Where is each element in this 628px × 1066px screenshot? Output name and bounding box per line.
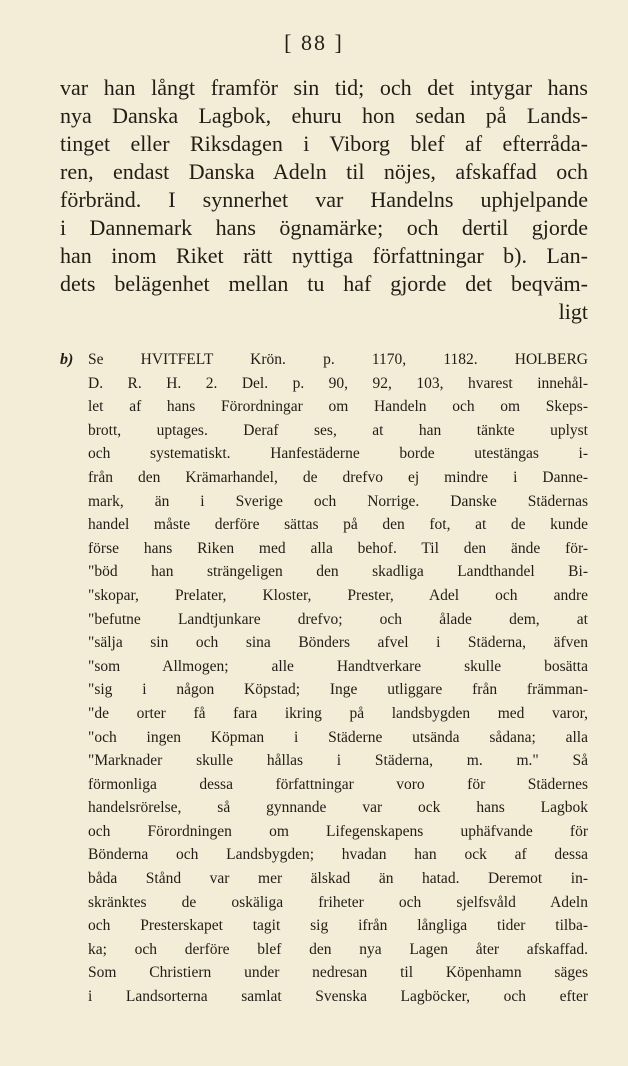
text-line: ren, endast Danska Adeln til nöjes, afskaffad och — [60, 159, 588, 184]
footnote-line: "sälja sin och sina Bönders afvel i Städerna, äfven — [88, 634, 588, 652]
text-line: han inom Riket rätt nyttiga författningar b). Lan- — [60, 243, 588, 268]
footnote — [60, 348, 588, 1009]
text-line: i Dannemark hans ögnamärke; och dertil gjorde — [60, 215, 588, 240]
footnote-line: "böd han strängeligen den skadliga Landthandel Bi- — [88, 563, 588, 581]
footnote-line: "Marknader skulle hållas i Städerna, m. m." Så — [88, 752, 588, 770]
footnote-line: "sig i någon Köpstad; Inge utliggare från främman- — [88, 681, 588, 699]
page-number: [ 88 ] — [284, 30, 344, 55]
text-line: var han långt framför sin tid; och det intygar hans — [60, 75, 588, 100]
text-line: tinget eller Riksdagen i Viborg blef af efterråda- — [60, 131, 588, 156]
text-line: förbränd. I synnerhet var Handelns uphjelpande — [60, 187, 588, 212]
footnote-line: "och ingen Köpman i Städerne utsända sådana; alla — [88, 728, 588, 746]
footnote-line — [60, 348, 588, 372]
footnote-line: och Presterskapet tagit sig ifrån långliga tider tilba- — [88, 917, 588, 935]
footnote-line: från den Krämarhandel, de drefvo ej mindre i Danne- — [88, 468, 588, 486]
footnote-line: handel måste derföre sättas på den fot, at de kunde — [88, 516, 588, 534]
footnote-line: förmonliga dessa författningar voro för Städernes — [88, 775, 588, 793]
footnote-line: let af hans Förordningar om Handeln och om Skeps- — [88, 398, 588, 416]
footnote-line: handelsrörelse, så gynnande var ock hans Lagbok — [88, 799, 588, 817]
footnote-line: mark, än i Sverige och Norrige. Danske Städernas — [88, 492, 588, 510]
text-line: nya Danska Lagbok, ehuru hon sedan på Lands- — [60, 103, 588, 128]
text-line: dets belägenhet mellan tu haf gjorde det beqväm- — [60, 271, 588, 296]
footnote-line: och systematiskt. Hanfestäderne borde utestängas i- — [88, 445, 588, 463]
footnote-line: båda Stånd var mer älskad än hatad. Deremot in- — [88, 870, 588, 888]
footnote-line: D. R. H. 2. Del. p. 90, 92, 103, hvarest innehål- — [88, 374, 588, 392]
footnote-line: Bönderna och Landsbygden; hvadan han ock af dessa — [88, 846, 588, 864]
catchword: ligt — [558, 299, 588, 324]
footnote-line: Som Christiern under nedresan til Köpenhamn säges — [88, 964, 588, 982]
footnote-line: i Landsorterna samlat Svenska Lagböcker, och efter — [88, 988, 588, 1006]
footnote-line: förse hans Riken med alla behof. Til den ände för- — [88, 539, 588, 557]
footnote-line: "befutne Landtjunkare drefvo; och ålade dem, at — [88, 610, 588, 628]
footnote-line: "som Allmogen; alle Handtverkare skulle bosätta — [88, 657, 588, 675]
main-text — [60, 74, 588, 326]
footnote-line: "de orter få fara ikring på landsbygden med varor, — [88, 704, 588, 722]
footnote-line-text: Se HVITFELT Krön. p. 1170, 1182. HOLBERG — [88, 351, 588, 368]
footnote-line: "skopar, Prelater, Kloster, Prester, Adel och andre — [88, 586, 588, 604]
footnote-marker: b) — [60, 351, 74, 368]
footnote-line: skränktes de oskäliga friheter och sjelfsvåld Adeln — [88, 893, 588, 911]
footnote-line: brott, uptages. Deraf ses, at han tänkte uplyst — [88, 421, 588, 439]
footnote-line: och Förordningen om Lifegenskapens uphäfvande för — [88, 822, 588, 840]
footnote-line: ka; och derföre blef den nya Lagen åter afskaffad. — [88, 940, 588, 958]
